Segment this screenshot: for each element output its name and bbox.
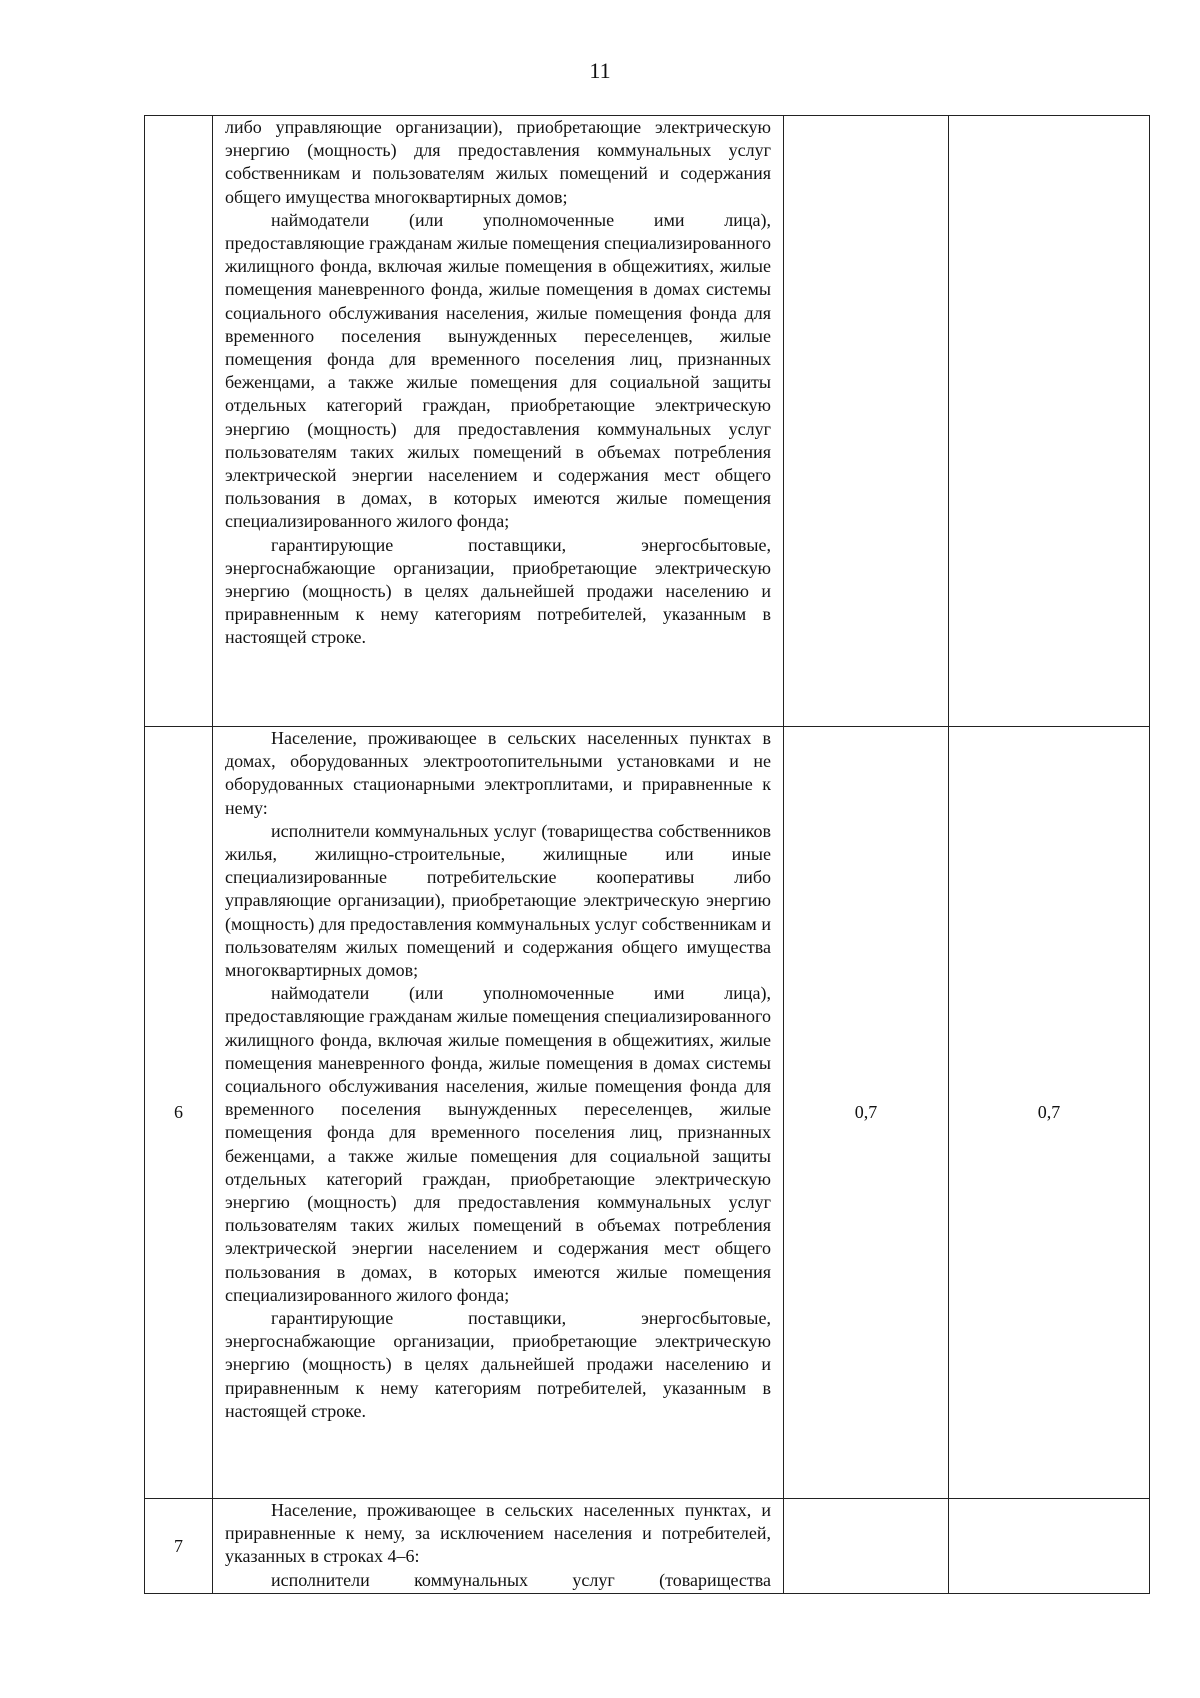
coefficient-cell [784,1499,949,1594]
paragraph: гарантирующие поставщики, энергосбытовые, энергоснабжающие организации, приобретающие электрическую энергию (мощность) в целях дальнейшей продажи населению и приравненным к нему категориям потребителей, указанным в настоящей строке. [225,534,771,648]
coefficient-cell: 0,7 [949,727,1150,1499]
description-cell [213,116,784,727]
table-row [145,1499,1150,1594]
tariff-table [144,115,1150,1594]
table-row [145,116,1150,727]
row-number-cell: 6 [145,727,213,1499]
row-number-cell [145,116,213,727]
row-number-cell: 7 [145,1499,213,1594]
paragraph: наймодатели (или уполномоченные ими лица), предоставляющие гражданам жилые помещения специализированного жилищного фонда, включая жилые помещения в общежитиях, жилые помещения маневренного фонда, жилые помещения в домах системы социального обслуживания населения, жилые помещения фонда для временного поселения вынужденных переселенцев, жилые помещения фонда для временного поселения лиц, признанных беженцами, а также жилые помещения для социальной защиты отдельных категорий граждан, приобретающие электрическую энергию (мощность) для предоставления коммунальных услуг пользователям таких жилых помещений в объемах потребления электрической энергии населением и содержания мест общего пользования в домах, в которых имеются жилые помещения специализированного жилого фонда; [225,209,771,532]
coefficient-cell [949,1499,1150,1594]
coefficient-cell: 0,7 [784,727,949,1499]
paragraph: исполнители коммунальных услуг (товарищества [271,1569,771,1590]
coefficient-cell [949,116,1150,727]
paragraph: гарантирующие поставщики, энергосбытовые, энергоснабжающие организации, приобретающие электрическую энергию (мощность) в целях дальнейшей продажи населению и приравненным к нему категориям потребителей, указанным в настоящей строке. [225,1308,771,1421]
page-number: 11 [589,58,611,83]
table-row [145,727,1150,1499]
paragraph: наймодатели (или уполномоченные ими лица), предоставляющие гражданам жилые помещения специализированного жилищного фонда, включая жилые помещения в общежитиях, жилые помещения маневренного фонда, жилые помещения в домах системы социального обслуживания населения, жилые помещения фонда для временного поселения вынужденных переселенцев, жилые помещения фонда для временного поселения лиц, признанных беженцами, а также жилые помещения для социальной защиты отдельных категорий граждан, приобретающие электрическую энергию (мощность) для предоставления коммунальных услуг пользователям таких жилых помещений в объемах потребления электрической энергии населением и содержания мест общего пользования в домах, в которых имеются жилые помещения специализированного жилого фонда; [225,983,771,1305]
paragraph: либо управляющие организации), приобретающие электрическую энергию (мощность) для предоставления коммунальных услуг собственникам и пользователям жилых помещений и содержания общего имущества многоквартирных домов; [225,117,771,207]
coefficient-cell [784,116,949,727]
paragraph: исполнители коммунальных услуг (товарищества собственников жилья, жилищно-строительные, жилищные или иные специализированные потребительские кооперативы либо управляющие организации), приобретающие электрическую энергию (мощность) для предоставления коммунальных услуг собственникам и пользователям жилых помещений и содержания общего имущества многоквартирных домов; [225,820,771,981]
description-cell [213,727,784,1499]
paragraph: Население, проживающее в сельских населенных пунктах, и приравненные к нему, за исключением населения и потребителей, указанных в строках 4–6: [225,1500,771,1567]
paragraph: Население, проживающее в сельских населенных пунктах в домах, оборудованных электроотопительными установками и не оборудованных стационарными электроплитами, и приравненные к нему: [225,728,771,818]
description-cell [213,1499,784,1594]
